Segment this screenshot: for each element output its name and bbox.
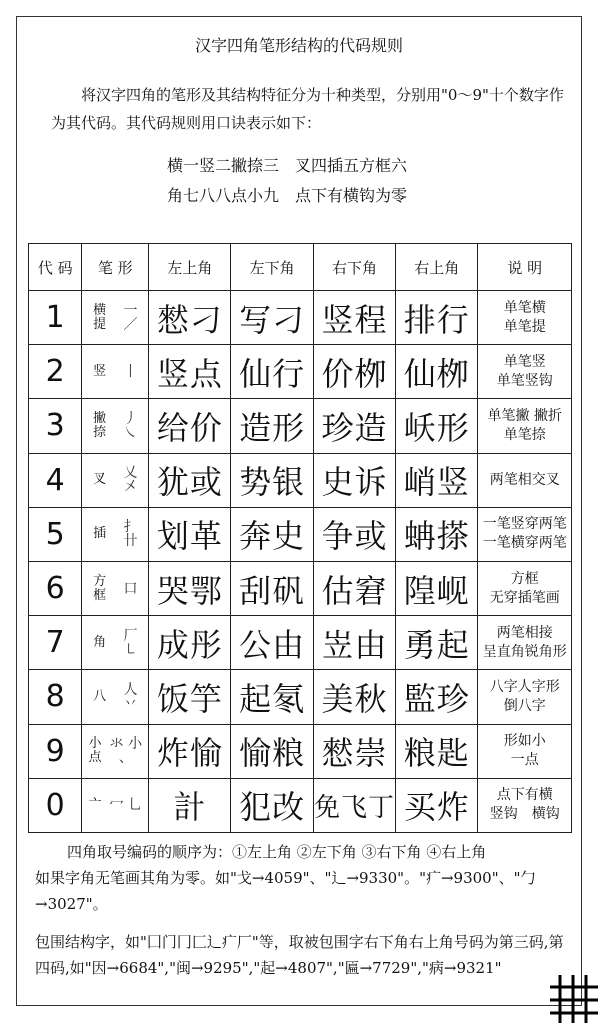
stroke-cell (82, 507, 149, 561)
stroke-name: 叉 (93, 472, 107, 488)
example-chars: 造形 (231, 399, 313, 453)
example-chars: 憖刁 (149, 291, 231, 345)
intro-paragraph: 将汉字四角的笔形及其结构特征分为十种类型，分别用"0～9"十个数字作为其代码。其代码规则用口诀表示如下： (51, 86, 564, 132)
example-chars: 成彤 (149, 616, 231, 670)
table-row (29, 507, 572, 561)
stroke-shape: 丨 (123, 363, 138, 380)
example-chars: 买炸 (396, 778, 478, 832)
example-chars: 憖崇 (313, 724, 395, 778)
stroke-shape: 冖 乚 (109, 797, 143, 814)
stroke-name: 竖 (93, 363, 107, 379)
footer-empty-corner-line: 如果字角无笔画其角为零。如"戈→4059"、"辶→9330"。"疒→9300"、"勹→3027"。 (35, 869, 536, 913)
example-chars: 岦由 (313, 616, 395, 670)
example-chars: 免飞丁 (313, 778, 395, 832)
example-chars: 价栁 (313, 345, 395, 399)
code-number: 7 (29, 616, 82, 670)
stroke-cell (82, 453, 149, 507)
description: 两笔相交叉 (478, 453, 572, 507)
example-chars: 炸愉 (149, 724, 231, 778)
stroke-name: 小 点 (88, 736, 102, 766)
example-chars: 美秋 (313, 670, 395, 724)
description: 形如小 一点 (478, 724, 572, 778)
stroke-name: 插 (93, 526, 107, 542)
stroke-name: 撇 捺 (93, 410, 107, 440)
example-chars: 排行 (396, 291, 478, 345)
code-number: 1 (29, 291, 82, 345)
stroke-shape: 氺 小 、 (109, 736, 143, 767)
table-row (29, 616, 572, 670)
code-table (28, 243, 572, 833)
rhyme-line-1: 横一竖二撇捺三 叉四插五方框六 (167, 156, 408, 175)
header-bottom-left: 左下角 (231, 244, 313, 291)
description: 方框 无穿插笔画 (478, 561, 572, 615)
description: 一笔竖穿两笔 一笔横穿两笔 (478, 507, 572, 561)
code-number: 3 (29, 399, 82, 453)
stroke-cell (82, 724, 149, 778)
example-chars: 峭竖 (396, 453, 478, 507)
table-row (29, 291, 572, 345)
description: 两笔相接 呈直角锐角形 (478, 616, 572, 670)
example-chars: 愉粮 (231, 724, 313, 778)
stroke-shape: 人 丷 (123, 681, 138, 712)
stroke-shape: 扌 卄 (123, 519, 138, 550)
stroke-cell (82, 561, 149, 615)
table-row (29, 453, 572, 507)
code-number: 9 (29, 724, 82, 778)
stroke-shape: 乂 㐅 (123, 465, 138, 496)
example-chars: 隍岘 (396, 561, 478, 615)
example-chars: 争或 (313, 507, 395, 561)
example-chars: 仙行 (231, 345, 313, 399)
example-chars: 刮矾 (231, 561, 313, 615)
code-number: 0 (29, 778, 82, 832)
description: 点下有横 竖钩 横钩 (478, 778, 572, 832)
example-chars: 岆形 (396, 399, 478, 453)
code-number: 8 (29, 670, 82, 724)
stroke-name: 角 (93, 634, 107, 650)
stroke-shape: 一 ／ (123, 302, 138, 333)
example-chars: 計 (149, 778, 231, 832)
example-chars: 给价 (149, 399, 231, 453)
example-chars: 起氡 (231, 670, 313, 724)
stroke-name: 方 框 (93, 573, 107, 603)
example-chars: 势银 (231, 453, 313, 507)
header-description: 说 明 (478, 244, 572, 291)
example-chars: 粮匙 (396, 724, 478, 778)
description: 八字人字形 倒八字 (478, 670, 572, 724)
example-chars: 哭鄂 (149, 561, 231, 615)
stroke-cell (82, 670, 149, 724)
header-code: 代 码 (29, 244, 82, 291)
example-chars: 饭竽 (149, 670, 231, 724)
stroke-name: 亠 (88, 797, 102, 813)
stroke-shape: 厂 ㇄ (123, 627, 138, 658)
code-number: 5 (29, 507, 82, 561)
grid-icon (546, 971, 600, 1025)
example-chars: 竖程 (313, 291, 395, 345)
example-chars: 犯改 (231, 778, 313, 832)
example-chars: 划革 (149, 507, 231, 561)
rhyme-line-2: 角七八八点小九 点下有横钩为零 (167, 186, 408, 205)
stroke-name: 横 提 (93, 302, 107, 332)
example-chars: 史诉 (313, 453, 395, 507)
header-stroke: 笔 形 (82, 244, 149, 291)
example-chars: 估窘 (313, 561, 395, 615)
table-row (29, 399, 572, 453)
example-chars: 竖点 (149, 345, 231, 399)
example-chars: 蚺搽 (396, 507, 478, 561)
table-row (29, 561, 572, 615)
header-bottom-right: 右下角 (313, 244, 395, 291)
stroke-cell (82, 345, 149, 399)
example-chars: 監珍 (396, 670, 478, 724)
table-row (29, 670, 572, 724)
table-header-row (29, 244, 572, 291)
header-top-right: 右上角 (396, 244, 478, 291)
code-number: 4 (29, 453, 82, 507)
rhyme-block (167, 151, 407, 211)
stroke-cell (82, 778, 149, 832)
stroke-shape: 口 (123, 580, 138, 597)
code-number: 6 (29, 561, 82, 615)
example-chars: 公由 (231, 616, 313, 670)
description: 单笔横 单笔提 (478, 291, 572, 345)
footer-enclosure-line: 包围结构字，如"囗门冂匚辶疒厂"等，取被包围字右下角右上角号码为第三码,第四码,如"因→6684","闽→9295","起→4807","匾→7729","病→9321" (35, 933, 564, 977)
example-chars: 勇起 (396, 616, 478, 670)
example-chars: 写刁 (231, 291, 313, 345)
table-row (29, 724, 572, 778)
description: 单笔竖 单笔竖钩 (478, 345, 572, 399)
header-top-left: 左上角 (149, 244, 231, 291)
table-row (29, 345, 572, 399)
example-chars: 珍造 (313, 399, 395, 453)
code-number: 2 (29, 345, 82, 399)
stroke-cell (82, 399, 149, 453)
example-chars: 仙栁 (396, 345, 478, 399)
table-row (29, 778, 572, 832)
example-chars: 奔史 (231, 507, 313, 561)
document-page (16, 16, 582, 1006)
stroke-name: 八 (93, 688, 107, 704)
stroke-shape: 丿 ㇏ (123, 410, 138, 441)
description: 单笔撇 撇折 单笔捺 (478, 399, 572, 453)
page-title: 汉字四角笔形结构的代码规则 (194, 36, 403, 55)
example-chars: 犹或 (149, 453, 231, 507)
stroke-cell (82, 291, 149, 345)
footer-order-line: 四角取号编码的顺序为：①左上角 ②左下角 ③右下角 ④右上角 (67, 843, 487, 861)
stroke-cell (82, 616, 149, 670)
